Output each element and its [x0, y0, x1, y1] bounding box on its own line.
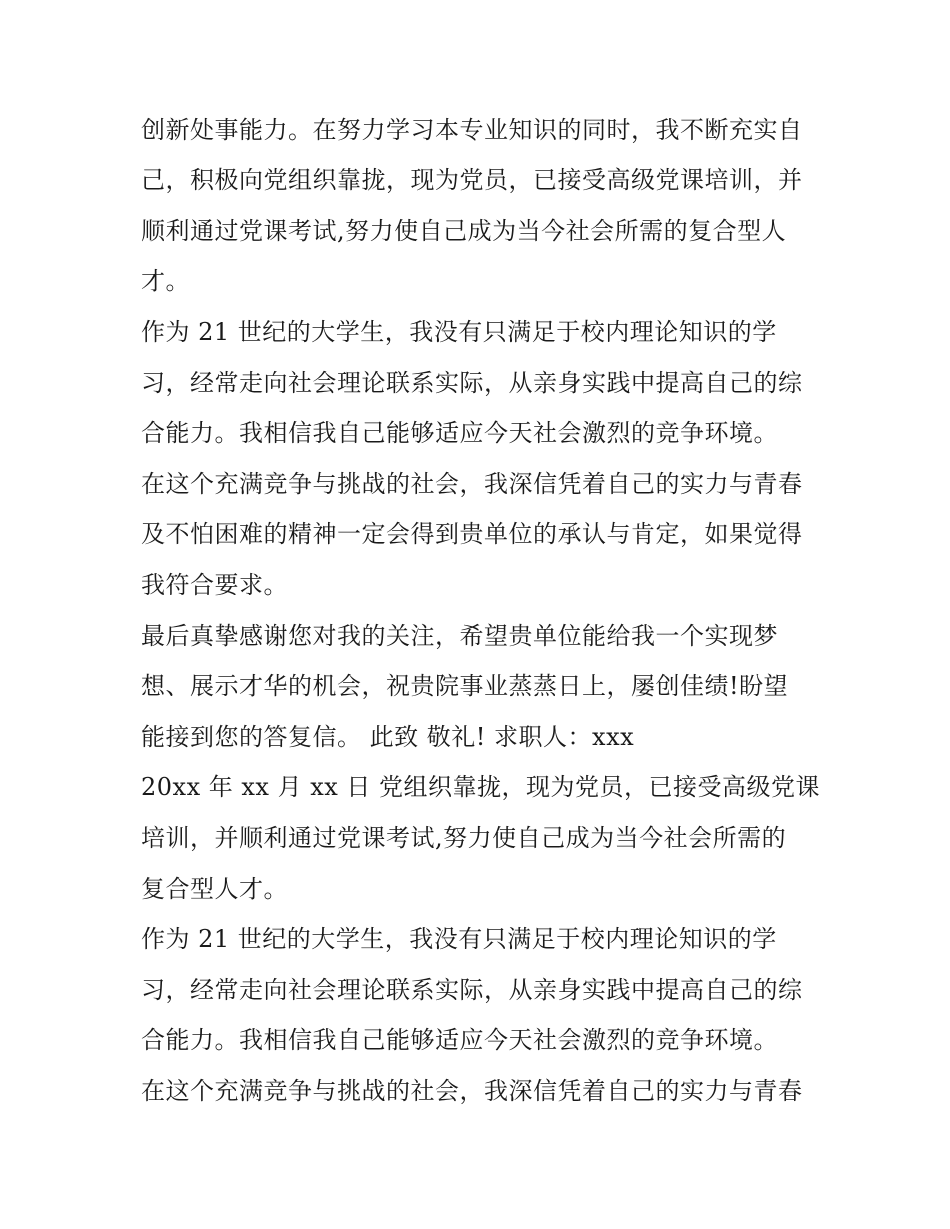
text-line: 合能力。我相信我自己能够适应今天社会激烈的竞争环境。 [141, 1026, 778, 1054]
text-line: 我符合要求。 [141, 571, 288, 599]
text-line: 创新处事能力。在努力学习本专业知识的同时，我不断充实自 [141, 116, 803, 144]
text-line: 能接到您的答复信。 此致 敬礼! 求职人：xxx [141, 723, 635, 751]
text-line: 才。 [141, 267, 190, 295]
text-line: 及不怕困难的精神一定会得到贵单位的承认与肯定，如果觉得 [141, 520, 803, 548]
text-line: 顺利通过党课考试,努力使自己成为当今社会所需的复合型人 [141, 217, 787, 245]
text-line: 在这个充满竞争与挑战的社会，我深信凭着自己的实力与青春 [141, 470, 803, 498]
text-line: 合能力。我相信我自己能够适应今天社会激烈的竞争环境。 [141, 419, 778, 447]
text-line: 复合型人才。 [141, 875, 288, 903]
text-line: 作为 21 世纪的大学生，我没有只满足于校内理论知识的学 [141, 318, 777, 346]
text-line: 想、展示才华的机会，祝贵院事业蒸蒸日上，屡创佳绩!盼望 [141, 672, 789, 700]
text-line: 在这个充满竞争与挑战的社会，我深信凭着自己的实力与青春 [141, 1077, 803, 1105]
text-line: 己，积极向党组织靠拢，现为党员，已接受高级党课培训，并 [141, 166, 803, 194]
text-line: 习，经常走向社会理论联系实际，从亲身实践中提高自己的综 [141, 369, 803, 397]
text-line: 培训，并顺利通过党课考试,努力使自己成为当今社会所需的 [141, 824, 787, 852]
text-line: 20xx 年 xx 月 xx 日 党组织靠拢，现为党员，已接受高级党课 [141, 773, 821, 801]
text-line: 习，经常走向社会理论联系实际，从亲身实践中提高自己的综 [141, 976, 803, 1004]
text-line: 最后真挚感谢您对我的关注，希望贵单位能给我一个实现梦 [141, 622, 778, 650]
text-line: 作为 21 世纪的大学生，我没有只满足于校内理论知识的学 [141, 925, 777, 953]
